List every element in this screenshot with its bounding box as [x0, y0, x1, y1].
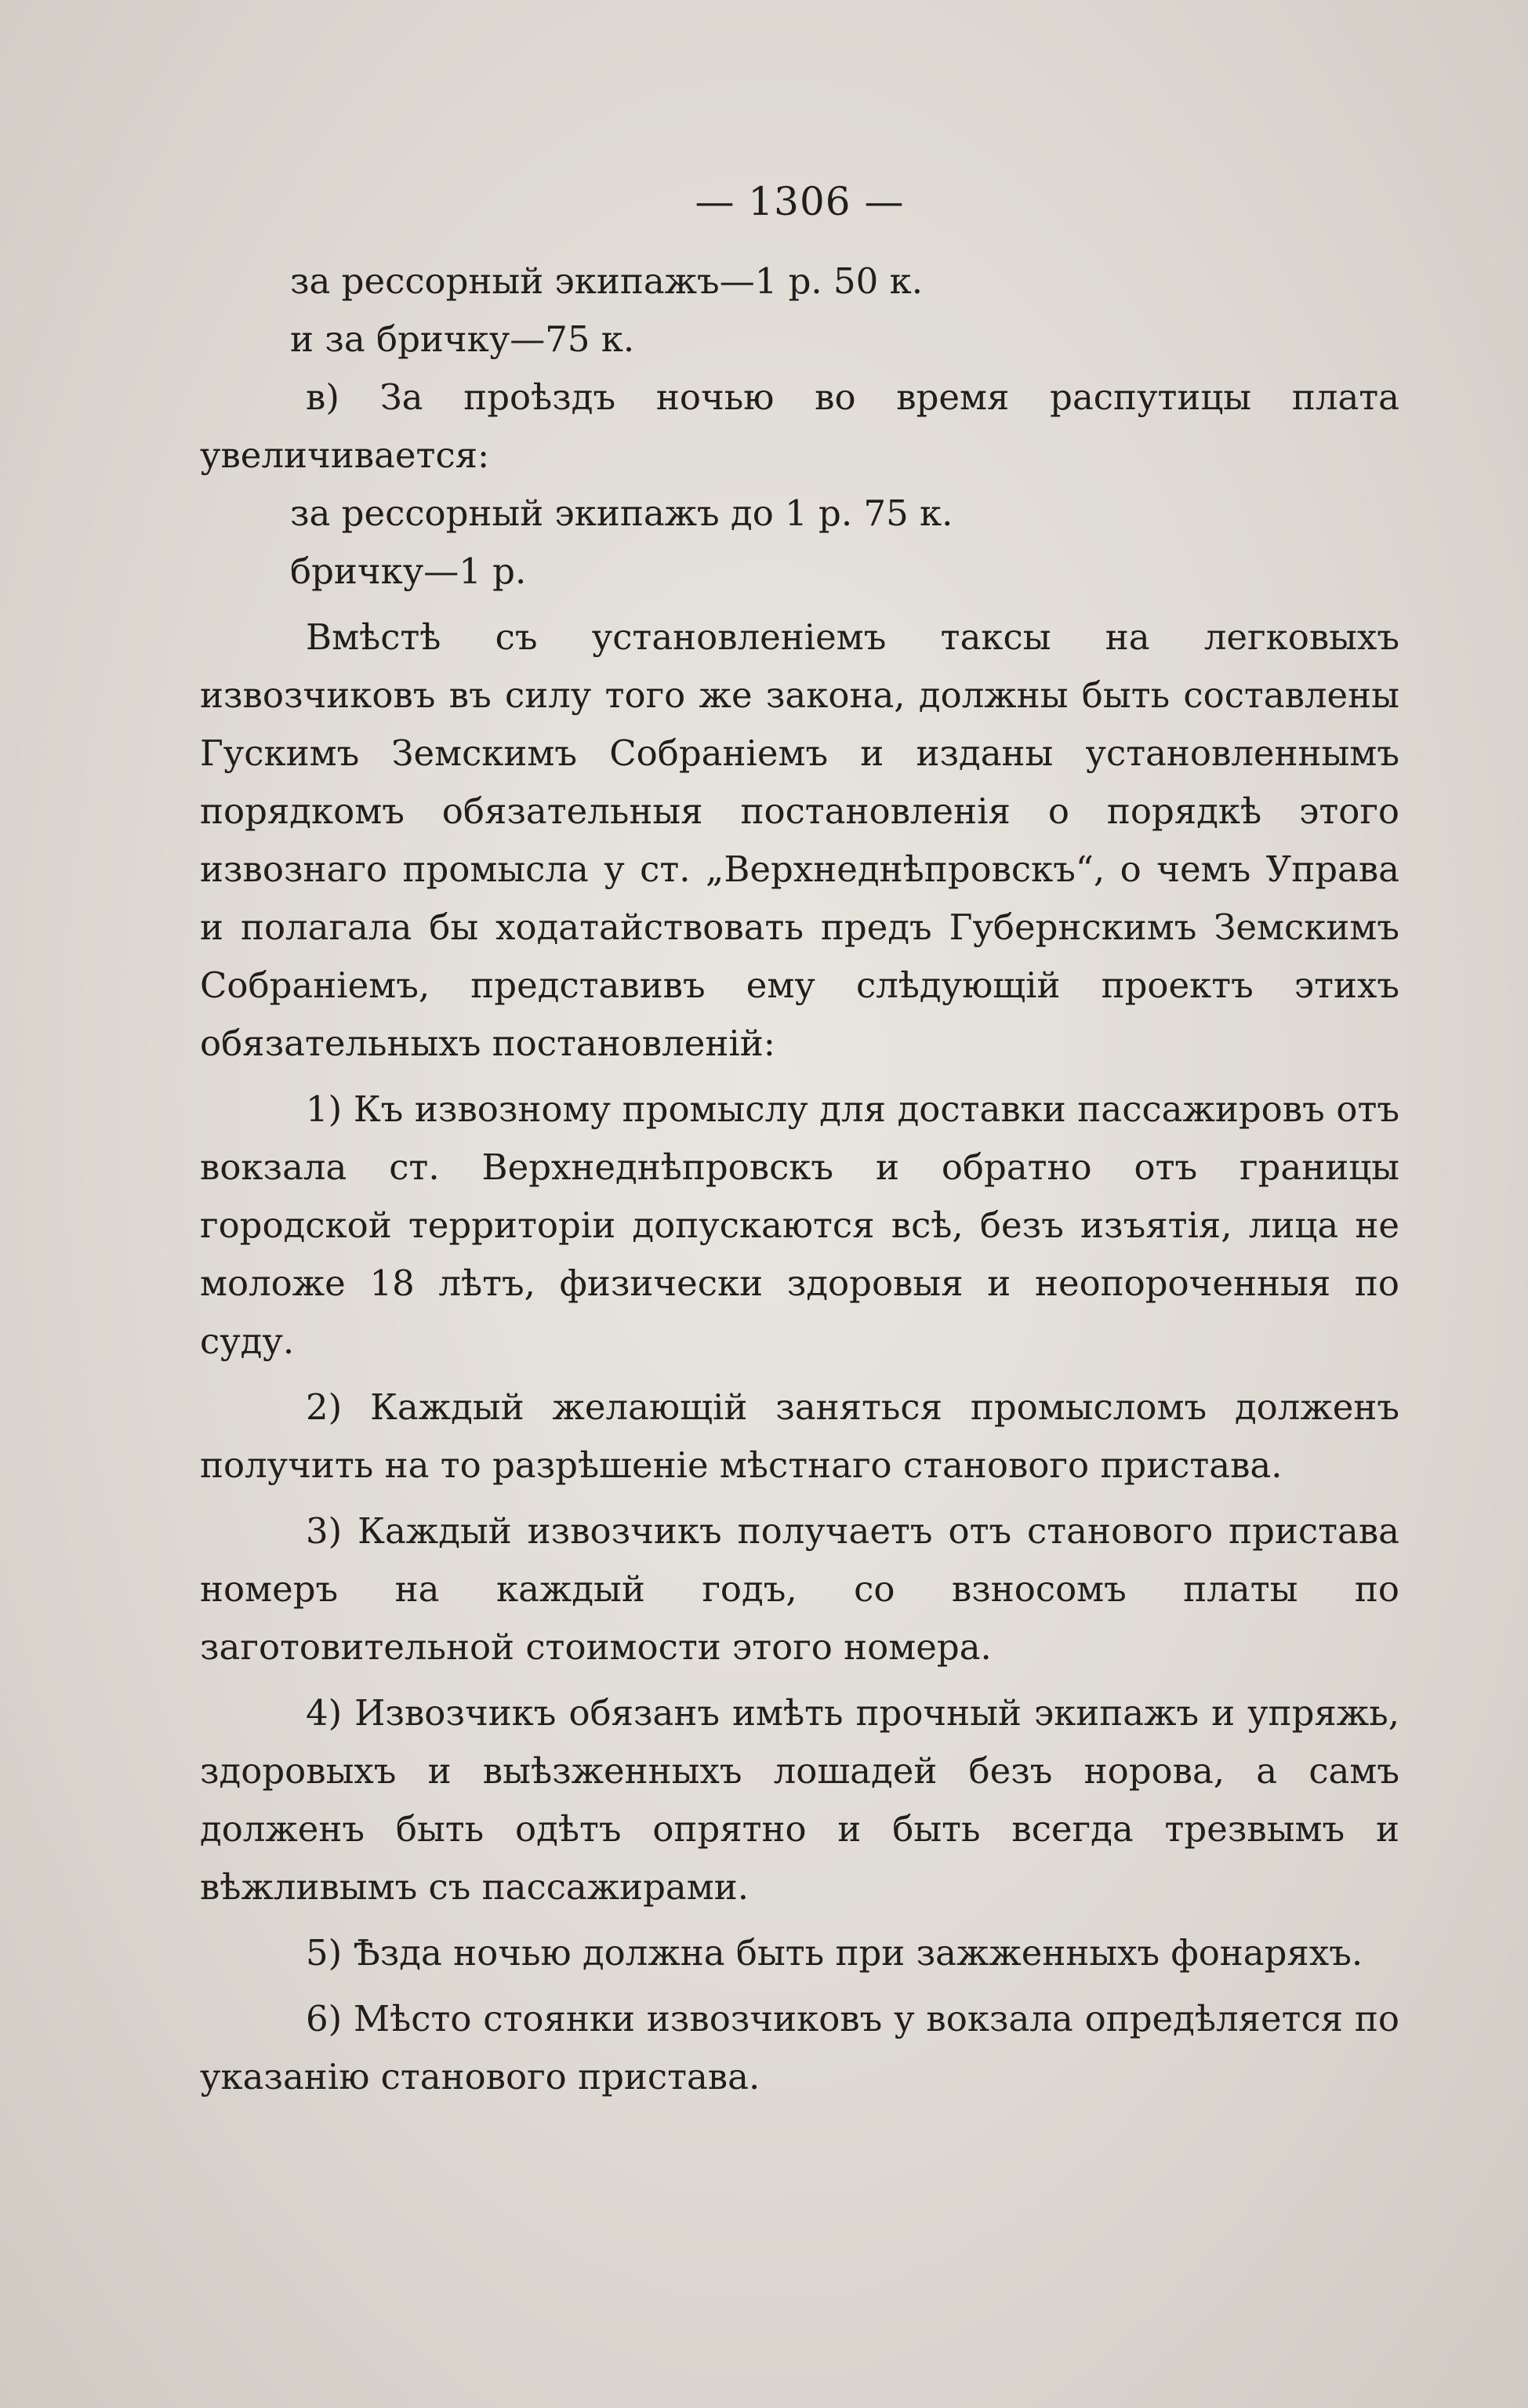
page-body: [200, 173, 1399, 2106]
rule-1: 1) Къ извозному промыслу для доставки пассажировъ отъ вокзала ст. Верхнеднѣпровскъ и обратно отъ границы городской территоріи допускаются всѣ, безъ изъятія, лица не моложе 18 лѣтъ, физически здоровыя и неопороченныя по суду.: [200, 1088, 1399, 1362]
rule-2: 2) Каждый желающій заняться промысломъ долженъ получить на то разрѣшеніе мѣстнаго станового пристава.: [200, 1386, 1399, 1486]
night-fare-line-sprung-carriage: за рессорный экипажъ до 1 р. 75 к.: [290, 492, 953, 534]
fare-line-britzka: и за бричку—75 к.: [290, 318, 635, 360]
page-number: — 1306 —: [695, 179, 905, 224]
rule-4: 4) Извозчикъ обязанъ имѣть прочный экипажъ и упряжь, здоровыхъ и выѣзженныхъ лошадей безъ норова, а самъ долженъ быть одѣтъ опрятно и быть всегда трезвымъ и вѣжливымъ съ пассажирами.: [200, 1692, 1399, 1908]
intro-paragraph: Вмѣстѣ съ установленіемъ таксы на легковыхъ извозчиковъ въ силу того же закона, должны быть составлены Гускимъ Земскимъ Собраніемъ и изданы установленнымъ порядкомъ обязательныя постановленія о порядкѣ этого извознаго промысла у ст. „Верхнеднѣпровскъ“, о чемъ Управа и полагала бы ходатайствовать предъ Губернскимъ Земскимъ Собраніемъ, представивъ ему слѣдующій проектъ этихъ обязательныхъ постановленій:: [200, 616, 1399, 1064]
rule-5: 5) Ѣзда ночью должна быть при зажженныхъ фонаряхъ.: [306, 1932, 1363, 1974]
night-clause: в) За проѣздъ ночью во время распутицы плата увеличивается:: [200, 376, 1399, 476]
night-fare-line-britzka: бричку—1 р.: [290, 550, 527, 592]
rule-3: 3) Каждый извозчикъ получаетъ отъ станового пристава номеръ на каждый годъ, со взносомъ платы по заготовительной стоимости этого номера.: [200, 1510, 1399, 1668]
fare-line-sprung-carriage: за рессорный экипажъ—1 р. 50 к.: [290, 260, 924, 302]
rule-6: 6) Мѣсто стоянки извозчиковъ у вокзала опредѣляется по указанію станового пристава.: [200, 1998, 1399, 2097]
